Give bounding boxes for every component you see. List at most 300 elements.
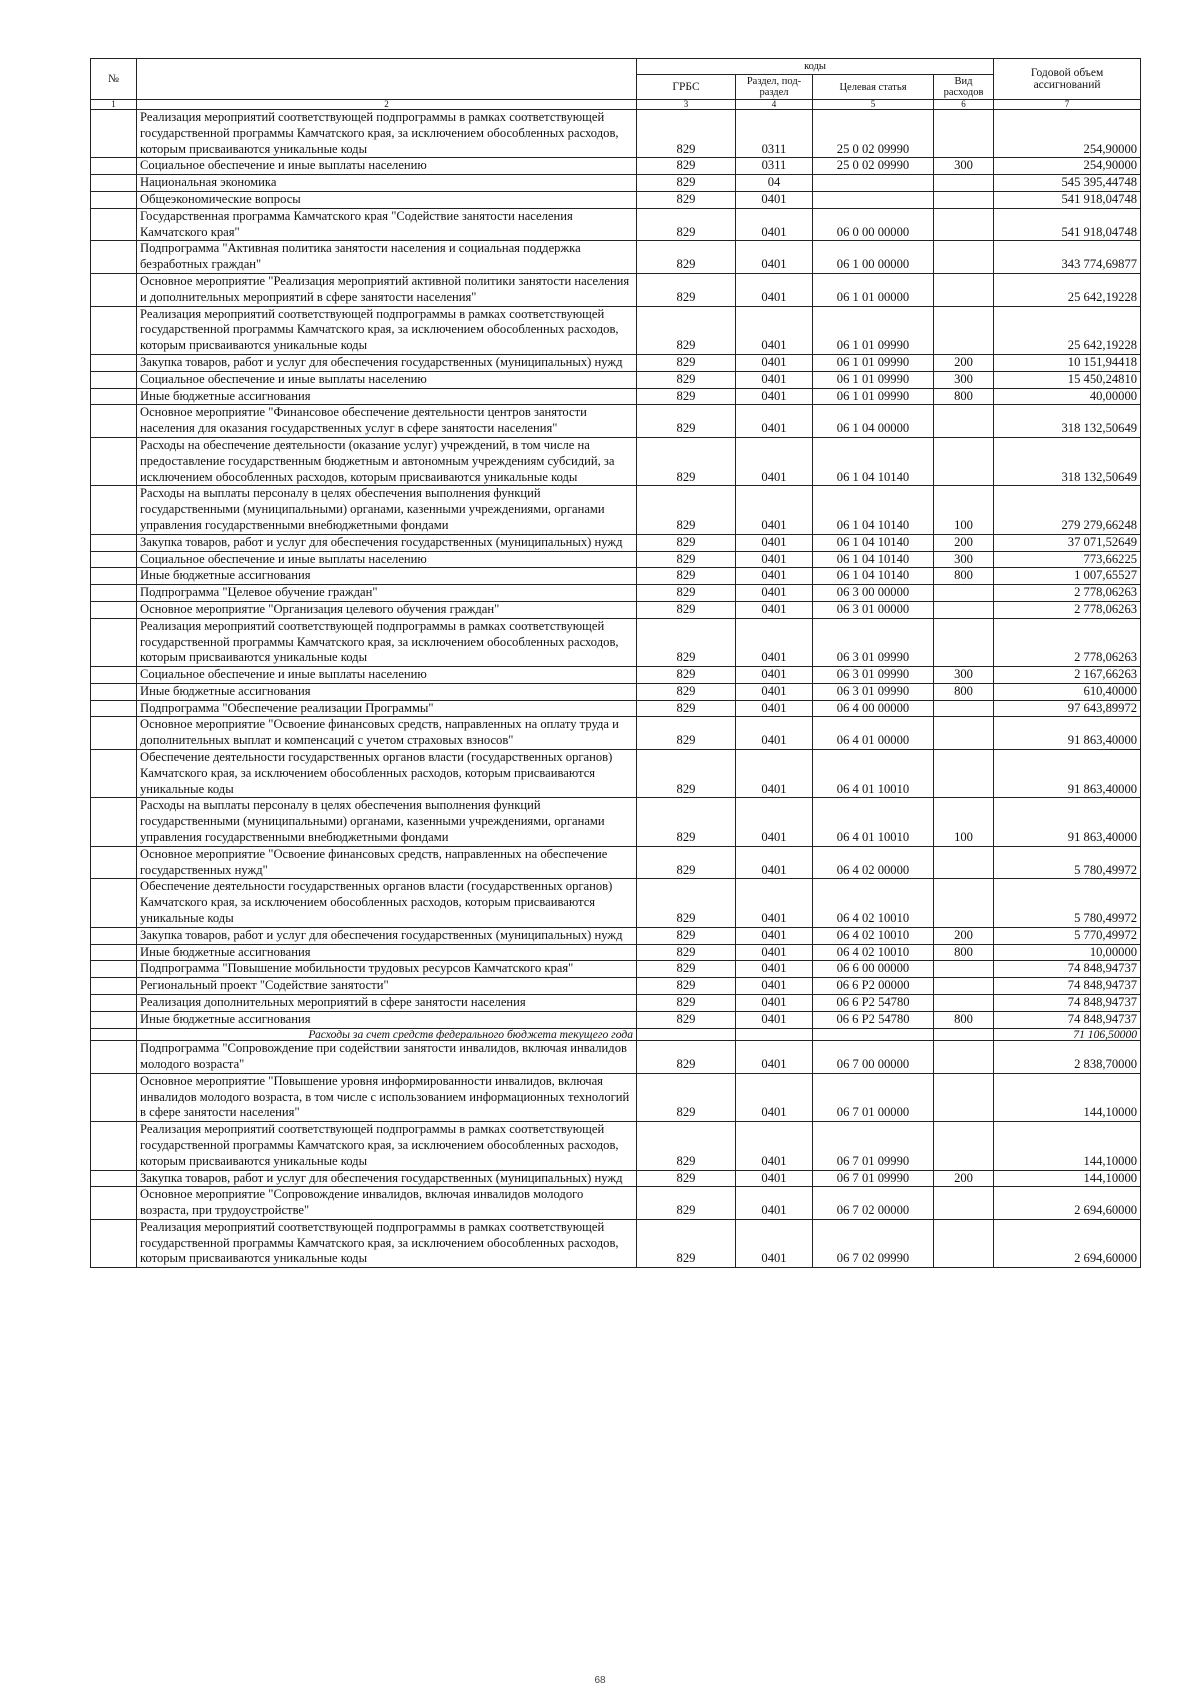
row-vid bbox=[934, 846, 994, 879]
row-name: Подпрограмма "Сопровождение при содействии занятости инвалидов, включая инвалидов молодого возраста" bbox=[137, 1041, 637, 1074]
row-vid: 800 bbox=[934, 683, 994, 700]
row-amount: 5 780,49972 bbox=[994, 879, 1141, 927]
row-target: 06 1 01 00000 bbox=[813, 273, 934, 306]
row-name: Иные бюджетные ассигнования bbox=[137, 568, 637, 585]
row-grbs: 829 bbox=[637, 371, 736, 388]
row-num bbox=[91, 437, 137, 485]
header-amount: Годовой объем ассигнований bbox=[994, 59, 1141, 100]
row-num bbox=[91, 683, 137, 700]
row-target: 06 3 01 00000 bbox=[813, 601, 934, 618]
row-vid bbox=[934, 961, 994, 978]
row-target: 06 4 02 10010 bbox=[813, 944, 934, 961]
row-grbs: 829 bbox=[637, 191, 736, 208]
row-grbs: 829 bbox=[637, 1122, 736, 1170]
row-amount: 25 642,19228 bbox=[994, 273, 1141, 306]
row-vid: 100 bbox=[934, 798, 994, 846]
row-target: 06 6 P2 54780 bbox=[813, 1011, 934, 1028]
row-grbs: 829 bbox=[637, 241, 736, 274]
row-section: 0401 bbox=[736, 534, 813, 551]
col-number: 3 bbox=[637, 100, 736, 110]
row-section: 0401 bbox=[736, 1170, 813, 1187]
header-num: № bbox=[91, 59, 137, 100]
row-vid bbox=[934, 1122, 994, 1170]
row-vid bbox=[934, 1041, 994, 1074]
row-vid: 300 bbox=[934, 667, 994, 684]
col-number: 4 bbox=[736, 100, 813, 110]
row-num bbox=[91, 1122, 137, 1170]
row-num bbox=[91, 1073, 137, 1121]
row-amount: 610,40000 bbox=[994, 683, 1141, 700]
row-name: Расходы на обеспечение деятельности (оказание услуг) учреждений, в том числе на предоставление государственным бюджетным и автономным учреждениям субсидий, за исключением обособленных расходов, которым присваиваются уникальные коды bbox=[137, 437, 637, 485]
table-row bbox=[91, 995, 1141, 1012]
row-grbs: 829 bbox=[637, 846, 736, 879]
row-grbs: 829 bbox=[637, 995, 736, 1012]
row-name: Государственная программа Камчатского края "Содействие занятости населения Камчатского края" bbox=[137, 208, 637, 241]
table-row bbox=[91, 717, 1141, 750]
row-num bbox=[91, 354, 137, 371]
row-target: 06 1 04 10140 bbox=[813, 551, 934, 568]
row-grbs: 829 bbox=[637, 534, 736, 551]
row-target: 06 1 04 10140 bbox=[813, 534, 934, 551]
row-target: 06 4 01 10010 bbox=[813, 750, 934, 798]
row-section: 0401 bbox=[736, 927, 813, 944]
row-name: Основное мероприятие "Финансовое обеспечение деятельности центров занятости населения для оказания государственных услуг в сфере занятости населения" bbox=[137, 405, 637, 438]
row-amount: 2 694,60000 bbox=[994, 1219, 1141, 1267]
row-amount: 1 007,65527 bbox=[994, 568, 1141, 585]
row-amount: 545 395,44748 bbox=[994, 175, 1141, 192]
row-section: 0401 bbox=[736, 306, 813, 354]
row-amount: 74 848,94737 bbox=[994, 961, 1141, 978]
table-row bbox=[91, 961, 1141, 978]
table-row bbox=[91, 354, 1141, 371]
col-number: 5 bbox=[813, 100, 934, 110]
row-target: 06 1 01 09990 bbox=[813, 371, 934, 388]
table-row bbox=[91, 1170, 1141, 1187]
row-section: 0401 bbox=[736, 601, 813, 618]
row-name: Реализация мероприятий соответствующей подпрограммы в рамках соответствующей государственной программы Камчатского края, за исключением обособленных расходов, которым присваиваются уникальные коды bbox=[137, 618, 637, 666]
row-grbs: 829 bbox=[637, 158, 736, 175]
row-name: Расходы за счет средств федерального бюджета текущего года bbox=[137, 1028, 637, 1041]
row-section: 0401 bbox=[736, 208, 813, 241]
header-name bbox=[137, 59, 637, 100]
col-number: 1 bbox=[91, 100, 137, 110]
table-row bbox=[91, 534, 1141, 551]
row-vid bbox=[934, 700, 994, 717]
row-amount: 74 848,94737 bbox=[994, 978, 1141, 995]
row-num bbox=[91, 306, 137, 354]
table-row bbox=[91, 241, 1141, 274]
row-section: 0401 bbox=[736, 667, 813, 684]
budget-sheet bbox=[90, 58, 1140, 1268]
row-num bbox=[91, 371, 137, 388]
row-vid bbox=[934, 241, 994, 274]
row-target bbox=[813, 191, 934, 208]
page-number: 68 bbox=[594, 1675, 606, 1686]
table-row bbox=[91, 1041, 1141, 1074]
row-vid: 300 bbox=[934, 551, 994, 568]
row-grbs: 829 bbox=[637, 927, 736, 944]
row-name: Закупка товаров, работ и услуг для обеспечения государственных (муниципальных) нужд bbox=[137, 927, 637, 944]
row-amount: 2 778,06263 bbox=[994, 585, 1141, 602]
table-row bbox=[91, 700, 1141, 717]
row-vid: 100 bbox=[934, 486, 994, 534]
row-vid bbox=[934, 618, 994, 666]
row-grbs: 829 bbox=[637, 961, 736, 978]
row-target bbox=[813, 1028, 934, 1041]
table-row bbox=[91, 1028, 1141, 1041]
row-target: 06 1 01 09990 bbox=[813, 306, 934, 354]
table-row bbox=[91, 175, 1141, 192]
row-amount: 541 918,04748 bbox=[994, 191, 1141, 208]
row-target: 06 3 01 09990 bbox=[813, 618, 934, 666]
row-num bbox=[91, 1041, 137, 1074]
row-section: 0401 bbox=[736, 978, 813, 995]
row-num bbox=[91, 191, 137, 208]
row-num bbox=[91, 1170, 137, 1187]
row-name: Иные бюджетные ассигнования bbox=[137, 683, 637, 700]
row-name: Подпрограмма "Обеспечение реализации Программы" bbox=[137, 700, 637, 717]
row-grbs bbox=[637, 1028, 736, 1041]
row-vid: 800 bbox=[934, 944, 994, 961]
row-num bbox=[91, 927, 137, 944]
row-name: Расходы на выплаты персоналу в целях обеспечения выполнения функций государственными (муниципальными) органами, казенными учреждениями, органами управления государственными внебюджетными фондами bbox=[137, 486, 637, 534]
col-number: 2 bbox=[137, 100, 637, 110]
row-grbs: 829 bbox=[637, 273, 736, 306]
row-target: 06 6 P2 54780 bbox=[813, 995, 934, 1012]
row-num bbox=[91, 846, 137, 879]
row-amount: 74 848,94737 bbox=[994, 1011, 1141, 1028]
row-amount: 2 778,06263 bbox=[994, 601, 1141, 618]
row-name: Иные бюджетные ассигнования bbox=[137, 944, 637, 961]
row-grbs: 829 bbox=[637, 551, 736, 568]
row-name: Региональный проект "Содействие занятости" bbox=[137, 978, 637, 995]
row-amount: 2 167,66263 bbox=[994, 667, 1141, 684]
row-amount: 2 838,70000 bbox=[994, 1041, 1141, 1074]
table-row bbox=[91, 927, 1141, 944]
row-num bbox=[91, 700, 137, 717]
row-name: Реализация мероприятий соответствующей подпрограммы в рамках соответствующей государственной программы Камчатского края, за исключением обособленных расходов, которым присваиваются уникальные коды bbox=[137, 1219, 637, 1267]
row-amount: 279 279,66248 bbox=[994, 486, 1141, 534]
row-amount: 5 780,49972 bbox=[994, 846, 1141, 879]
row-amount: 74 848,94737 bbox=[994, 995, 1141, 1012]
row-amount: 2 778,06263 bbox=[994, 618, 1141, 666]
row-vid bbox=[934, 978, 994, 995]
row-section: 0311 bbox=[736, 110, 813, 158]
row-target: 06 1 04 00000 bbox=[813, 405, 934, 438]
table-row bbox=[91, 158, 1141, 175]
row-vid bbox=[934, 306, 994, 354]
row-grbs: 829 bbox=[637, 798, 736, 846]
row-num bbox=[91, 798, 137, 846]
budget-table bbox=[90, 58, 1141, 1268]
row-section: 0401 bbox=[736, 995, 813, 1012]
row-vid: 800 bbox=[934, 1011, 994, 1028]
row-name: Основное мероприятие "Сопровождение инвалидов, включая инвалидов молодого возраста, при трудоустройстве" bbox=[137, 1187, 637, 1220]
row-num bbox=[91, 208, 137, 241]
table-row bbox=[91, 846, 1141, 879]
row-amount: 541 918,04748 bbox=[994, 208, 1141, 241]
row-target: 25 0 02 09990 bbox=[813, 158, 934, 175]
row-num bbox=[91, 405, 137, 438]
row-grbs: 829 bbox=[637, 683, 736, 700]
row-target: 06 7 01 09990 bbox=[813, 1122, 934, 1170]
row-vid bbox=[934, 601, 994, 618]
row-vid bbox=[934, 1028, 994, 1041]
row-num bbox=[91, 601, 137, 618]
row-section: 0401 bbox=[736, 798, 813, 846]
row-grbs: 829 bbox=[637, 388, 736, 405]
row-name: Социальное обеспечение и иные выплаты населению bbox=[137, 551, 637, 568]
row-vid bbox=[934, 1219, 994, 1267]
row-vid: 200 bbox=[934, 927, 994, 944]
table-row bbox=[91, 208, 1141, 241]
row-target: 06 3 01 09990 bbox=[813, 683, 934, 700]
row-vid bbox=[934, 175, 994, 192]
row-name: Реализация дополнительных мероприятий в сфере занятости населения bbox=[137, 995, 637, 1012]
row-section: 0401 bbox=[736, 717, 813, 750]
row-section: 0401 bbox=[736, 371, 813, 388]
row-num bbox=[91, 585, 137, 602]
row-section: 0401 bbox=[736, 273, 813, 306]
row-name: Основное мероприятие "Освоение финансовых средств, направленных на оплату труда и дополнительных выплат и компенсаций с учетом страховых взносов" bbox=[137, 717, 637, 750]
row-vid: 300 bbox=[934, 371, 994, 388]
row-vid bbox=[934, 750, 994, 798]
col-number: 7 bbox=[994, 100, 1141, 110]
table-row bbox=[91, 405, 1141, 438]
row-section: 0401 bbox=[736, 1011, 813, 1028]
table-row bbox=[91, 750, 1141, 798]
row-num bbox=[91, 110, 137, 158]
row-target: 06 7 01 00000 bbox=[813, 1073, 934, 1121]
row-name: Национальная экономика bbox=[137, 175, 637, 192]
table-row bbox=[91, 1219, 1141, 1267]
row-section: 0401 bbox=[736, 191, 813, 208]
table-row bbox=[91, 1187, 1141, 1220]
row-target: 06 4 01 10010 bbox=[813, 798, 934, 846]
table-row bbox=[91, 879, 1141, 927]
row-section: 0401 bbox=[736, 568, 813, 585]
row-amount: 71 106,50000 bbox=[994, 1028, 1141, 1041]
row-grbs: 829 bbox=[637, 568, 736, 585]
row-section: 04 bbox=[736, 175, 813, 192]
row-amount: 25 642,19228 bbox=[994, 306, 1141, 354]
table-row bbox=[91, 618, 1141, 666]
row-target: 06 1 04 10140 bbox=[813, 437, 934, 485]
row-section: 0401 bbox=[736, 944, 813, 961]
row-vid bbox=[934, 1073, 994, 1121]
row-name: Общеэкономические вопросы bbox=[137, 191, 637, 208]
header-target: Целевая статья bbox=[813, 75, 934, 100]
table-row bbox=[91, 585, 1141, 602]
table-row bbox=[91, 601, 1141, 618]
row-section: 0401 bbox=[736, 241, 813, 274]
row-section: 0401 bbox=[736, 618, 813, 666]
row-grbs: 829 bbox=[637, 405, 736, 438]
header-vid: Вид расходов bbox=[934, 75, 994, 100]
row-vid bbox=[934, 405, 994, 438]
row-section: 0401 bbox=[736, 683, 813, 700]
row-num bbox=[91, 388, 137, 405]
header-grbs: ГРБС bbox=[637, 75, 736, 100]
row-vid bbox=[934, 1187, 994, 1220]
row-vid bbox=[934, 437, 994, 485]
row-amount: 144,10000 bbox=[994, 1073, 1141, 1121]
table-row bbox=[91, 683, 1141, 700]
row-vid: 200 bbox=[934, 534, 994, 551]
row-vid bbox=[934, 191, 994, 208]
row-grbs: 829 bbox=[637, 437, 736, 485]
row-grbs: 829 bbox=[637, 944, 736, 961]
row-num bbox=[91, 618, 137, 666]
row-grbs: 829 bbox=[637, 1219, 736, 1267]
row-grbs: 829 bbox=[637, 585, 736, 602]
row-amount: 40,00000 bbox=[994, 388, 1141, 405]
row-amount: 2 694,60000 bbox=[994, 1187, 1141, 1220]
row-amount: 15 450,24810 bbox=[994, 371, 1141, 388]
row-vid: 800 bbox=[934, 568, 994, 585]
row-vid bbox=[934, 717, 994, 750]
row-amount: 343 774,69877 bbox=[994, 241, 1141, 274]
row-name: Иные бюджетные ассигнования bbox=[137, 1011, 637, 1028]
row-amount: 773,66225 bbox=[994, 551, 1141, 568]
table-row bbox=[91, 978, 1141, 995]
row-num bbox=[91, 534, 137, 551]
header-section: Раздел, под-раздел bbox=[736, 75, 813, 100]
row-num bbox=[91, 978, 137, 995]
row-grbs: 829 bbox=[637, 354, 736, 371]
row-num bbox=[91, 1011, 137, 1028]
row-target: 06 1 01 09990 bbox=[813, 388, 934, 405]
row-name: Закупка товаров, работ и услуг для обеспечения государственных (муниципальных) нужд bbox=[137, 534, 637, 551]
row-name: Подпрограмма "Повышение мобильности трудовых ресурсов Камчатского края" bbox=[137, 961, 637, 978]
table-row bbox=[91, 1011, 1141, 1028]
row-target: 06 3 01 09990 bbox=[813, 667, 934, 684]
row-section: 0401 bbox=[736, 486, 813, 534]
row-amount: 144,10000 bbox=[994, 1122, 1141, 1170]
row-name: Подпрограмма "Целевое обучение граждан" bbox=[137, 585, 637, 602]
table-row bbox=[91, 486, 1141, 534]
row-section: 0401 bbox=[736, 354, 813, 371]
row-grbs: 829 bbox=[637, 1011, 736, 1028]
header-codes: коды bbox=[637, 59, 994, 75]
row-num bbox=[91, 750, 137, 798]
row-num bbox=[91, 273, 137, 306]
row-section: 0401 bbox=[736, 1073, 813, 1121]
row-grbs: 829 bbox=[637, 208, 736, 241]
table-row bbox=[91, 371, 1141, 388]
row-num bbox=[91, 667, 137, 684]
row-amount: 37 071,52649 bbox=[994, 534, 1141, 551]
row-target: 06 7 02 09990 bbox=[813, 1219, 934, 1267]
table-row bbox=[91, 798, 1141, 846]
row-grbs: 829 bbox=[637, 978, 736, 995]
row-name: Основное мероприятие "Организация целевого обучения граждан" bbox=[137, 601, 637, 618]
row-target: 06 7 02 00000 bbox=[813, 1187, 934, 1220]
row-num bbox=[91, 486, 137, 534]
row-amount: 5 770,49972 bbox=[994, 927, 1141, 944]
row-target: 06 4 02 00000 bbox=[813, 846, 934, 879]
row-name: Основное мероприятие "Реализация мероприятий активной политики занятости населения и дополнительных мероприятий в сфере занятости населения" bbox=[137, 273, 637, 306]
row-section: 0401 bbox=[736, 1187, 813, 1220]
row-vid: 200 bbox=[934, 1170, 994, 1187]
row-target: 06 7 00 00000 bbox=[813, 1041, 934, 1074]
row-target: 06 4 02 10010 bbox=[813, 927, 934, 944]
table-row bbox=[91, 191, 1141, 208]
table-row bbox=[91, 667, 1141, 684]
table-row bbox=[91, 273, 1141, 306]
row-name: Реализация мероприятий соответствующей подпрограммы в рамках соответствующей государственной программы Камчатского края, за исключением обособленных расходов, которым присваиваются уникальные коды bbox=[137, 110, 637, 158]
row-amount: 10,00000 bbox=[994, 944, 1141, 961]
row-amount: 144,10000 bbox=[994, 1170, 1141, 1187]
row-vid: 300 bbox=[934, 158, 994, 175]
row-num bbox=[91, 879, 137, 927]
row-amount: 91 863,40000 bbox=[994, 798, 1141, 846]
row-target: 06 1 01 09990 bbox=[813, 354, 934, 371]
row-amount: 318 132,50649 bbox=[994, 437, 1141, 485]
row-name: Иные бюджетные ассигнования bbox=[137, 388, 637, 405]
row-name: Реализация мероприятий соответствующей подпрограммы в рамках соответствующей государственной программы Камчатского края, за исключением обособленных расходов, которым присваиваются уникальные коды bbox=[137, 1122, 637, 1170]
row-num bbox=[91, 241, 137, 274]
row-section: 0401 bbox=[736, 388, 813, 405]
row-target: 06 6 00 00000 bbox=[813, 961, 934, 978]
row-num bbox=[91, 1187, 137, 1220]
row-name: Основное мероприятие "Освоение финансовых средств, направленных на обеспечение государственных нужд" bbox=[137, 846, 637, 879]
row-name: Подпрограмма "Активная политика занятости населения и социальная поддержка безработных граждан" bbox=[137, 241, 637, 274]
row-vid bbox=[934, 995, 994, 1012]
table-row bbox=[91, 551, 1141, 568]
row-name: Расходы на выплаты персоналу в целях обеспечения выполнения функций государственными (муниципальными) органами, казенными учреждениями, органами управления государственными внебюджетными фондами bbox=[137, 798, 637, 846]
row-name: Социальное обеспечение и иные выплаты населению bbox=[137, 158, 637, 175]
row-grbs: 829 bbox=[637, 667, 736, 684]
row-name: Обеспечение деятельности государственных органов власти (государственных органов) Камчатского края, за исключением обособленных расходов, которым присваиваются уникальные коды bbox=[137, 879, 637, 927]
row-num bbox=[91, 717, 137, 750]
row-amount: 10 151,94418 bbox=[994, 354, 1141, 371]
table-body bbox=[91, 110, 1141, 1268]
row-section: 0401 bbox=[736, 585, 813, 602]
row-grbs: 829 bbox=[637, 717, 736, 750]
row-name: Основное мероприятие "Повышение уровня информированности инвалидов, включая инвалидов молодого возраста, в том числе с использованием информационных технологий в сфере занятости населения" bbox=[137, 1073, 637, 1121]
row-target bbox=[813, 175, 934, 192]
row-target: 06 1 00 00000 bbox=[813, 241, 934, 274]
row-amount: 254,90000 bbox=[994, 110, 1141, 158]
row-grbs: 829 bbox=[637, 306, 736, 354]
row-name: Закупка товаров, работ и услуг для обеспечения государственных (муниципальных) нужд bbox=[137, 354, 637, 371]
row-section: 0401 bbox=[736, 846, 813, 879]
table-row bbox=[91, 944, 1141, 961]
row-amount: 97 643,89972 bbox=[994, 700, 1141, 717]
row-amount: 91 863,40000 bbox=[994, 750, 1141, 798]
row-target: 25 0 02 09990 bbox=[813, 110, 934, 158]
row-vid: 800 bbox=[934, 388, 994, 405]
table-row bbox=[91, 1073, 1141, 1121]
row-target: 06 7 01 09990 bbox=[813, 1170, 934, 1187]
row-section: 0401 bbox=[736, 700, 813, 717]
row-vid bbox=[934, 273, 994, 306]
table-row bbox=[91, 388, 1141, 405]
row-grbs: 829 bbox=[637, 1041, 736, 1074]
row-section: 0311 bbox=[736, 158, 813, 175]
table-header bbox=[91, 59, 1141, 110]
row-name: Закупка товаров, работ и услуг для обеспечения государственных (муниципальных) нужд bbox=[137, 1170, 637, 1187]
row-num bbox=[91, 158, 137, 175]
row-grbs: 829 bbox=[637, 601, 736, 618]
row-num bbox=[91, 175, 137, 192]
row-name: Социальное обеспечение и иные выплаты населению bbox=[137, 371, 637, 388]
row-num bbox=[91, 961, 137, 978]
table-row bbox=[91, 306, 1141, 354]
row-num bbox=[91, 944, 137, 961]
row-section bbox=[736, 1028, 813, 1041]
